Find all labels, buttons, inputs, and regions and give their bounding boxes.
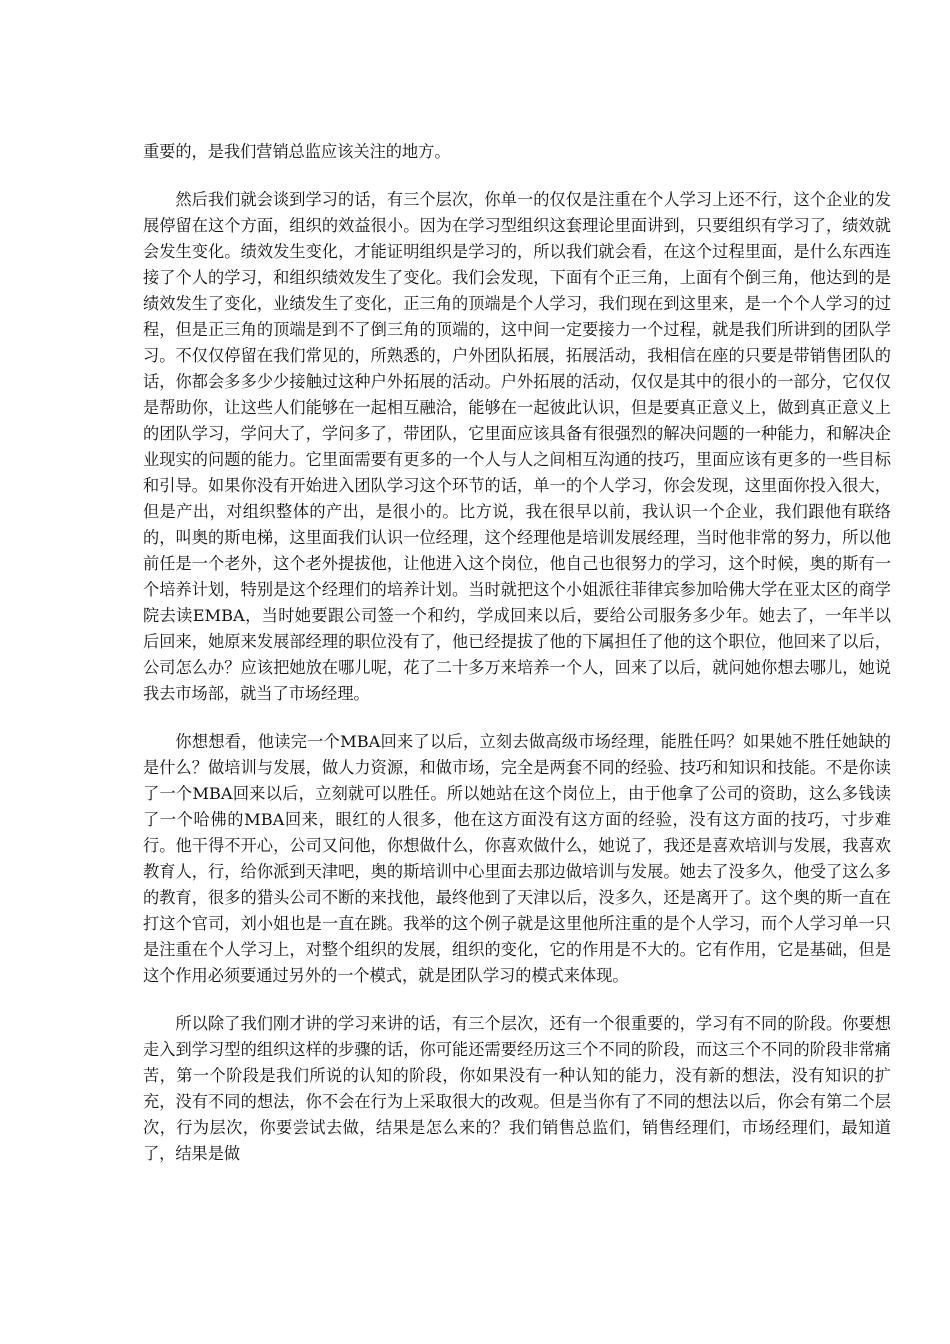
paragraph-4: 所以除了我们刚才讲的学习来讲的话，有三个层次，还有一个很重要的，学习有不同的阶段。你要想走入到学习型的组织这样的步骤的话，你可能还需要经历这三个不同的阶段，而这三个不同的阶段非常痛苦，第一个阶段是我们所说的认知的阶段，你如果没有一种认知的能力，没有新的想法，没有知识的扩充，没有不同的想法，你不会在行为上采取很大的改观。但是当你有了不同的想法以后，你会有第二个层次，行为层次，你要尝试去做，结果是怎么来的？我们销售总监们，销售经理们，市场经理们，最知道了，结果是做 bbox=[143, 1014, 891, 1163]
paragraph-1: 重要的，是我们营销总监应该关注的地方。 bbox=[143, 142, 451, 161]
paragraph-2: 然后我们就会谈到学习的话，有三个层次，你单一的仅仅是注重在个人学习上还不行，这个企业的发展停留在这个方面，组织的效益很小。因为在学习型组织这套理论里面讲到，只要组织有学习了，绩效就会发生变化。绩效发生变化，才能证明组织是学习的，所以我们就会看，在这个过程里面，是什么东西连接了个人的学习，和组织绩效发生了变化。我们会发现，下面有个正三角，上面有个倒三角，他达到的是绩效发生了变化，业绩发生了变化，正三角的顶端是个人学习，我们现在到这里来，是一个个人学习的过程，但是正三角的顶端是到不了倒三角的顶端的，这中间一定要接力一个过程，就是我们所讲到的团队学习。不仅仅停留在我们常见的，所熟悉的，户外团队拓展，拓展活动，我相信在座的只要是带销售团队的话，你都会多多少少接触过这种户外拓展的活动。户外拓展的活动，仅仅是其中的很小的一部分，它仅仅是帮助你，让这些人们能够在一起相互融洽，能够在一起彼此认识，但是要真正意义上，做到真正意义上的团队学习，学问大了，学问多了，带团队，它里面应该具备有很强烈的解决问题的一种能力，和解决企业现实的问题的能力。它里面需要有更多的一个人与人之间相互沟通的技巧，里面应该有更多的一些目标和引导。如果你没有开始进入团队学习这个环节的话，单一的个人学习，你会发现，这里面你投入很大，但是产出，对组织整体的产出，是很小的。比方说，我在很早以前，我认识一个企业，我们跟他有联络的，叫奥的斯电梯，这里面我们认识一位经理，这个经理他是培训发展经理，当时他非常的努力，所以他前任是一个老外，这个老外提拔他，让他进入这个岗位，他自己也很努力的学习，这个时候，奥的斯有一个培养计划，特别是这个经理们的培养计划。当时就把这个小姐派往菲律宾参加哈佛大学在亚太区的商学院去读EMBA，当时她要跟公司签一个和约，学成回来以后，要给公司服务多少年。她去了，一年半以后回来，她原来发展部经理的职位没有了，他已经提拔了他的下属担任了他的这个职位，他回来了以后，公司怎么办？应该把她放在哪儿呢，花了二十多万来培养一个人，回来了以后，就问她你想去哪儿，她说我去市场部，就当了市场经理。 bbox=[143, 190, 891, 703]
document-body bbox=[143, 139, 891, 1189]
paragraph-3: 你想想看，他读完一个MBA回来了以后，立刻去做高级市场经理，能胜任吗？如果她不胜任她缺的是什么？做培训与发展，做人力资源，和做市场，完全是两套不同的经验、技巧和知识和技能。不是你读了一个MBA回来以后，立刻就可以胜任。所以她站在这个岗位上，由于他拿了公司的资助，这么多钱读了一个哈佛的MBA回来，眼红的人很多，他在这方面没有这方面的经验，没有这方面的技巧，寸步难行。他干得不开心，公司又问他，你想做什么，你喜欢做什么，她说了，我还是喜欢培训与发展，我喜欢教育人，行，给你派到天津吧，奥的斯培训中心里面去那边做培训与发展。她去了没多久，他受了这么多的教育，很多的猎头公司不断的来找他，最终他到了天津以后，没多久，还是离开了。这个奥的斯一直在打这个官司，刘小姐也是一直在跳。我举的这个例子就是这里他所注重的是个人学习，而个人学习单一只是注重在个人学习上，对整个组织的发展，组织的变化，它的作用是不大的。它有作用，它是基础，但是这个作用必须要通过另外的一个模式，就是团队学习的模式来体现。 bbox=[143, 732, 891, 985]
